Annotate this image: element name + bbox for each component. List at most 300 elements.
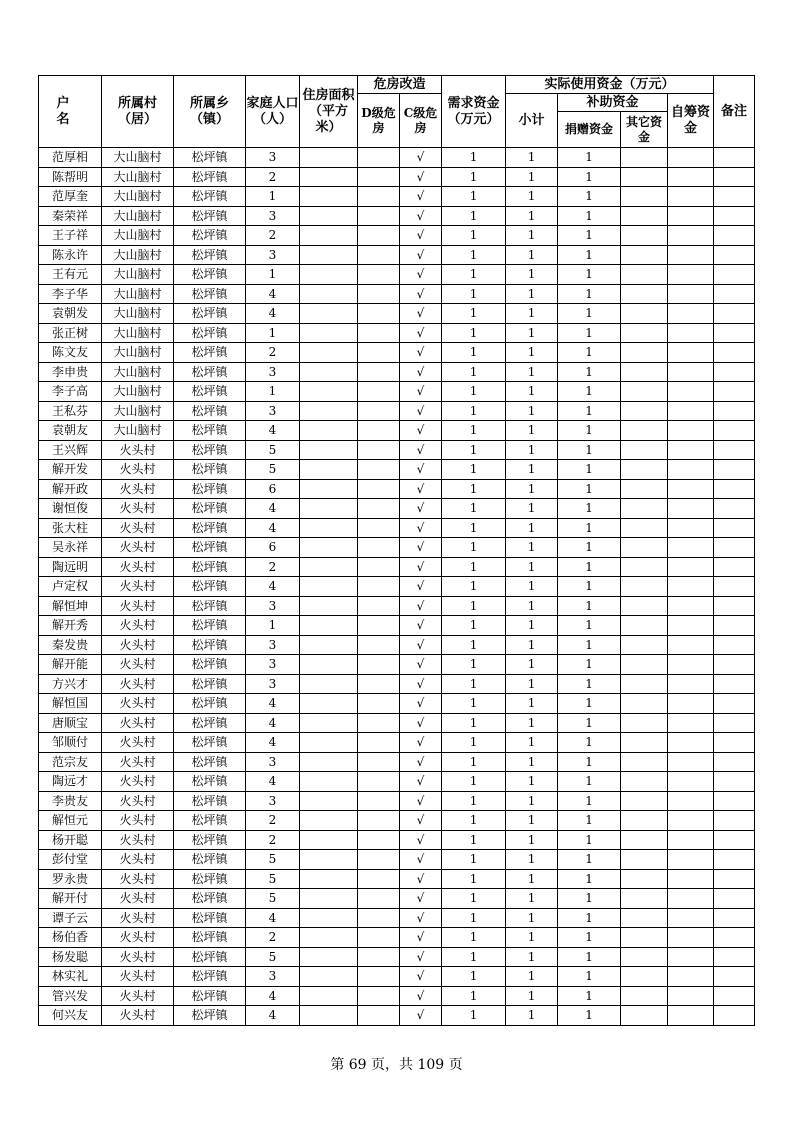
cell-level-d	[358, 811, 400, 831]
cell-area	[300, 850, 358, 870]
cell-donation: 1	[558, 265, 621, 285]
cell-subtotal: 1	[506, 518, 558, 538]
cell-level-c: √	[400, 869, 442, 889]
cell-area	[300, 577, 358, 597]
cell-name: 杨发聪	[39, 947, 102, 967]
cell-population: 3	[246, 596, 300, 616]
cell-other	[621, 694, 668, 714]
cell-remark	[714, 733, 755, 753]
cell-town: 松坪镇	[174, 323, 246, 343]
cell-subtotal: 1	[506, 479, 558, 499]
table-row	[39, 752, 755, 772]
cell-village: 火头村	[102, 967, 174, 987]
cell-village: 火头村	[102, 694, 174, 714]
cell-name: 杨伯香	[39, 928, 102, 948]
cell-town: 松坪镇	[174, 304, 246, 324]
cell-level-c: √	[400, 772, 442, 792]
cell-level-c: √	[400, 538, 442, 558]
cell-subtotal: 1	[506, 791, 558, 811]
cell-demand: 1	[442, 538, 506, 558]
cell-remark	[714, 323, 755, 343]
cell-donation: 1	[558, 811, 621, 831]
table-row	[39, 772, 755, 792]
cell-other	[621, 616, 668, 636]
cell-level-c: √	[400, 752, 442, 772]
table-row	[39, 869, 755, 889]
cell-population: 5	[246, 947, 300, 967]
cell-subtotal: 1	[506, 869, 558, 889]
cell-demand: 1	[442, 167, 506, 187]
cell-level-d	[358, 928, 400, 948]
cell-town: 松坪镇	[174, 752, 246, 772]
cell-area	[300, 1006, 358, 1026]
cell-selffund	[668, 616, 714, 636]
table-row	[39, 206, 755, 226]
cell-demand: 1	[442, 226, 506, 246]
cell-village: 火头村	[102, 538, 174, 558]
cell-population: 4	[246, 499, 300, 519]
header-area: 住房面积（平方米）	[300, 76, 358, 148]
cell-level-d	[358, 674, 400, 694]
cell-level-c: √	[400, 947, 442, 967]
cell-subtotal: 1	[506, 362, 558, 382]
cell-town: 松坪镇	[174, 148, 246, 168]
cell-level-d	[358, 401, 400, 421]
cell-demand: 1	[442, 421, 506, 441]
cell-village: 火头村	[102, 557, 174, 577]
cell-level-d	[358, 187, 400, 207]
table-row	[39, 889, 755, 909]
cell-population: 3	[246, 148, 300, 168]
cell-selffund	[668, 499, 714, 519]
table-row	[39, 967, 755, 987]
cell-remark	[714, 830, 755, 850]
cell-donation: 1	[558, 616, 621, 636]
cell-name: 解恒国	[39, 694, 102, 714]
cell-village: 火头村	[102, 713, 174, 733]
cell-other	[621, 928, 668, 948]
cell-other	[621, 791, 668, 811]
cell-donation: 1	[558, 499, 621, 519]
cell-other	[621, 947, 668, 967]
cell-selffund	[668, 928, 714, 948]
cell-level-c: √	[400, 284, 442, 304]
cell-other	[621, 382, 668, 402]
cell-selffund	[668, 206, 714, 226]
cell-village: 大山脑村	[102, 187, 174, 207]
cell-area	[300, 284, 358, 304]
cell-subtotal: 1	[506, 986, 558, 1006]
cell-selffund	[668, 382, 714, 402]
cell-town: 松坪镇	[174, 733, 246, 753]
table-row	[39, 226, 755, 246]
cell-area	[300, 148, 358, 168]
cell-subtotal: 1	[506, 733, 558, 753]
cell-population: 3	[246, 655, 300, 675]
cell-level-d	[358, 752, 400, 772]
cell-other	[621, 343, 668, 363]
cell-donation: 1	[558, 967, 621, 987]
cell-selffund	[668, 752, 714, 772]
cell-selffund	[668, 830, 714, 850]
cell-demand: 1	[442, 889, 506, 909]
cell-selffund	[668, 947, 714, 967]
cell-level-d	[358, 1006, 400, 1026]
cell-remark	[714, 616, 755, 636]
cell-name: 管兴发	[39, 986, 102, 1006]
cell-population: 1	[246, 382, 300, 402]
cell-subtotal: 1	[506, 323, 558, 343]
cell-population: 1	[246, 323, 300, 343]
cell-demand: 1	[442, 616, 506, 636]
header-remark: 备注	[714, 76, 755, 148]
cell-subtotal: 1	[506, 850, 558, 870]
cell-village: 火头村	[102, 577, 174, 597]
cell-town: 松坪镇	[174, 440, 246, 460]
cell-remark	[714, 928, 755, 948]
cell-area	[300, 635, 358, 655]
cell-remark	[714, 889, 755, 909]
cell-level-c: √	[400, 694, 442, 714]
cell-level-d	[358, 167, 400, 187]
cell-level-d	[358, 304, 400, 324]
cell-town: 松坪镇	[174, 577, 246, 597]
cell-other	[621, 401, 668, 421]
cell-other	[621, 245, 668, 265]
cell-demand: 1	[442, 206, 506, 226]
cell-level-c: √	[400, 167, 442, 187]
cell-donation: 1	[558, 148, 621, 168]
cell-selffund	[668, 538, 714, 558]
header-demand: 需求资金（万元）	[442, 76, 506, 148]
cell-remark	[714, 772, 755, 792]
cell-demand: 1	[442, 947, 506, 967]
cell-selffund	[668, 362, 714, 382]
cell-selffund	[668, 304, 714, 324]
cell-selffund	[668, 967, 714, 987]
cell-name: 谢恒俊	[39, 499, 102, 519]
cell-area	[300, 167, 358, 187]
cell-town: 松坪镇	[174, 401, 246, 421]
cell-subtotal: 1	[506, 947, 558, 967]
cell-subtotal: 1	[506, 635, 558, 655]
cell-level-c: √	[400, 518, 442, 538]
cell-area	[300, 928, 358, 948]
cell-area	[300, 733, 358, 753]
cell-village: 火头村	[102, 830, 174, 850]
cell-town: 松坪镇	[174, 811, 246, 831]
cell-subtotal: 1	[506, 187, 558, 207]
table-row	[39, 850, 755, 870]
cell-town: 松坪镇	[174, 596, 246, 616]
cell-name: 李子高	[39, 382, 102, 402]
cell-name: 解开能	[39, 655, 102, 675]
header-level-d: D级危房	[358, 94, 400, 148]
table-row	[39, 616, 755, 636]
cell-other	[621, 635, 668, 655]
cell-level-c: √	[400, 226, 442, 246]
cell-name: 李子华	[39, 284, 102, 304]
cell-selffund	[668, 577, 714, 597]
table-row	[39, 167, 755, 187]
cell-population: 3	[246, 206, 300, 226]
header-subtotal: 小计	[506, 94, 558, 148]
cell-level-d	[358, 967, 400, 987]
cell-subtotal: 1	[506, 460, 558, 480]
cell-donation: 1	[558, 245, 621, 265]
cell-subtotal: 1	[506, 343, 558, 363]
cell-donation: 1	[558, 1006, 621, 1026]
cell-demand: 1	[442, 518, 506, 538]
cell-donation: 1	[558, 694, 621, 714]
cell-level-c: √	[400, 401, 442, 421]
cell-area	[300, 986, 358, 1006]
cell-demand: 1	[442, 440, 506, 460]
cell-name: 何兴友	[39, 1006, 102, 1026]
cell-level-c: √	[400, 811, 442, 831]
cell-demand: 1	[442, 245, 506, 265]
cell-level-d	[358, 245, 400, 265]
cell-area	[300, 499, 358, 519]
cell-demand: 1	[442, 908, 506, 928]
cell-subtotal: 1	[506, 265, 558, 285]
cell-level-d	[358, 538, 400, 558]
cell-selffund	[668, 557, 714, 577]
cell-town: 松坪镇	[174, 850, 246, 870]
cell-selffund	[668, 479, 714, 499]
cell-town: 松坪镇	[174, 616, 246, 636]
cell-level-d	[358, 577, 400, 597]
cell-subtotal: 1	[506, 206, 558, 226]
cell-remark	[714, 557, 755, 577]
cell-other	[621, 148, 668, 168]
cell-other	[621, 967, 668, 987]
cell-level-d	[358, 265, 400, 285]
cell-other	[621, 499, 668, 519]
cell-name: 罗永贵	[39, 869, 102, 889]
cell-demand: 1	[442, 596, 506, 616]
cell-population: 4	[246, 694, 300, 714]
cell-level-c: √	[400, 460, 442, 480]
cell-village: 大山脑村	[102, 265, 174, 285]
cell-donation: 1	[558, 830, 621, 850]
cell-level-c: √	[400, 713, 442, 733]
cell-remark	[714, 1006, 755, 1026]
cell-level-d	[358, 908, 400, 928]
cell-village: 大山脑村	[102, 148, 174, 168]
table-row	[39, 245, 755, 265]
cell-level-d	[358, 889, 400, 909]
cell-donation: 1	[558, 674, 621, 694]
cell-subtotal: 1	[506, 908, 558, 928]
cell-name: 范宗友	[39, 752, 102, 772]
cell-population: 5	[246, 440, 300, 460]
cell-town: 松坪镇	[174, 265, 246, 285]
table-row	[39, 635, 755, 655]
cell-selffund	[668, 167, 714, 187]
cell-subtotal: 1	[506, 928, 558, 948]
cell-village: 大山脑村	[102, 226, 174, 246]
cell-population: 4	[246, 304, 300, 324]
cell-subtotal: 1	[506, 967, 558, 987]
cell-area	[300, 752, 358, 772]
cell-town: 松坪镇	[174, 791, 246, 811]
cell-name: 方兴才	[39, 674, 102, 694]
cell-population: 2	[246, 811, 300, 831]
table-row	[39, 986, 755, 1006]
cell-name: 解恒元	[39, 811, 102, 831]
cell-town: 松坪镇	[174, 830, 246, 850]
cell-remark	[714, 635, 755, 655]
cell-name: 唐顺宝	[39, 713, 102, 733]
cell-population: 4	[246, 577, 300, 597]
table-header	[39, 76, 755, 148]
cell-level-c: √	[400, 791, 442, 811]
cell-area	[300, 206, 358, 226]
cell-donation: 1	[558, 284, 621, 304]
cell-remark	[714, 167, 755, 187]
cell-area	[300, 265, 358, 285]
cell-donation: 1	[558, 226, 621, 246]
cell-level-c: √	[400, 304, 442, 324]
cell-village: 火头村	[102, 908, 174, 928]
cell-demand: 1	[442, 694, 506, 714]
cell-subtotal: 1	[506, 538, 558, 558]
cell-level-d	[358, 986, 400, 1006]
cell-town: 松坪镇	[174, 245, 246, 265]
table-row	[39, 733, 755, 753]
table-row	[39, 596, 755, 616]
cell-donation: 1	[558, 577, 621, 597]
cell-town: 松坪镇	[174, 674, 246, 694]
cell-village: 火头村	[102, 947, 174, 967]
cell-village: 火头村	[102, 479, 174, 499]
cell-name: 林实礼	[39, 967, 102, 987]
cell-donation: 1	[558, 167, 621, 187]
cell-area	[300, 362, 358, 382]
cell-demand: 1	[442, 265, 506, 285]
cell-subtotal: 1	[506, 226, 558, 246]
cell-village: 大山脑村	[102, 362, 174, 382]
cell-village: 火头村	[102, 986, 174, 1006]
cell-area	[300, 655, 358, 675]
table-row	[39, 557, 755, 577]
cell-town: 松坪镇	[174, 479, 246, 499]
cell-population: 3	[246, 967, 300, 987]
cell-level-c: √	[400, 362, 442, 382]
cell-population: 4	[246, 733, 300, 753]
cell-subtotal: 1	[506, 596, 558, 616]
cell-donation: 1	[558, 596, 621, 616]
cell-remark	[714, 284, 755, 304]
cell-town: 松坪镇	[174, 928, 246, 948]
cell-remark	[714, 694, 755, 714]
table-row	[39, 265, 755, 285]
cell-town: 松坪镇	[174, 986, 246, 1006]
cell-village: 火头村	[102, 928, 174, 948]
header-other: 其它资金	[621, 112, 668, 148]
cell-area	[300, 772, 358, 792]
cell-name: 陈永许	[39, 245, 102, 265]
cell-population: 5	[246, 850, 300, 870]
cell-other	[621, 655, 668, 675]
cell-level-d	[358, 323, 400, 343]
cell-other	[621, 908, 668, 928]
cell-donation: 1	[558, 401, 621, 421]
cell-remark	[714, 479, 755, 499]
cell-name: 张正树	[39, 323, 102, 343]
cell-other	[621, 733, 668, 753]
cell-name: 解开付	[39, 889, 102, 909]
cell-donation: 1	[558, 791, 621, 811]
cell-subtotal: 1	[506, 440, 558, 460]
cell-level-c: √	[400, 674, 442, 694]
cell-level-c: √	[400, 986, 442, 1006]
cell-population: 3	[246, 635, 300, 655]
cell-level-d	[358, 440, 400, 460]
cell-demand: 1	[442, 713, 506, 733]
table-row	[39, 323, 755, 343]
cell-level-d	[358, 850, 400, 870]
header-selffund: 自筹资金	[668, 94, 714, 148]
cell-subtotal: 1	[506, 577, 558, 597]
cell-population: 4	[246, 421, 300, 441]
cell-subtotal: 1	[506, 674, 558, 694]
cell-donation: 1	[558, 752, 621, 772]
cell-area	[300, 226, 358, 246]
header-town: 所属乡（镇）	[174, 76, 246, 148]
cell-village: 火头村	[102, 1006, 174, 1026]
cell-other	[621, 206, 668, 226]
cell-demand: 1	[442, 635, 506, 655]
cell-level-c: √	[400, 596, 442, 616]
header-renovation: 危房改造	[358, 76, 442, 94]
cell-demand: 1	[442, 148, 506, 168]
cell-donation: 1	[558, 382, 621, 402]
cell-population: 4	[246, 1006, 300, 1026]
cell-level-d	[358, 343, 400, 363]
cell-village: 大山脑村	[102, 401, 174, 421]
cell-selffund	[668, 401, 714, 421]
cell-area	[300, 596, 358, 616]
cell-remark	[714, 791, 755, 811]
cell-name: 邹顺付	[39, 733, 102, 753]
cell-demand: 1	[442, 869, 506, 889]
cell-population: 2	[246, 343, 300, 363]
cell-level-d	[358, 869, 400, 889]
cell-village: 火头村	[102, 635, 174, 655]
cell-town: 松坪镇	[174, 538, 246, 558]
cell-level-c: √	[400, 479, 442, 499]
cell-remark	[714, 538, 755, 558]
cell-remark	[714, 869, 755, 889]
cell-population: 5	[246, 460, 300, 480]
cell-demand: 1	[442, 1006, 506, 1026]
cell-subtotal: 1	[506, 694, 558, 714]
table-row	[39, 577, 755, 597]
cell-selffund	[668, 791, 714, 811]
cell-level-d	[358, 772, 400, 792]
table-row	[39, 479, 755, 499]
cell-other	[621, 986, 668, 1006]
cell-other	[621, 577, 668, 597]
cell-village: 火头村	[102, 460, 174, 480]
cell-area	[300, 518, 358, 538]
cell-level-c: √	[400, 148, 442, 168]
cell-remark	[714, 596, 755, 616]
cell-town: 松坪镇	[174, 694, 246, 714]
cell-demand: 1	[442, 499, 506, 519]
